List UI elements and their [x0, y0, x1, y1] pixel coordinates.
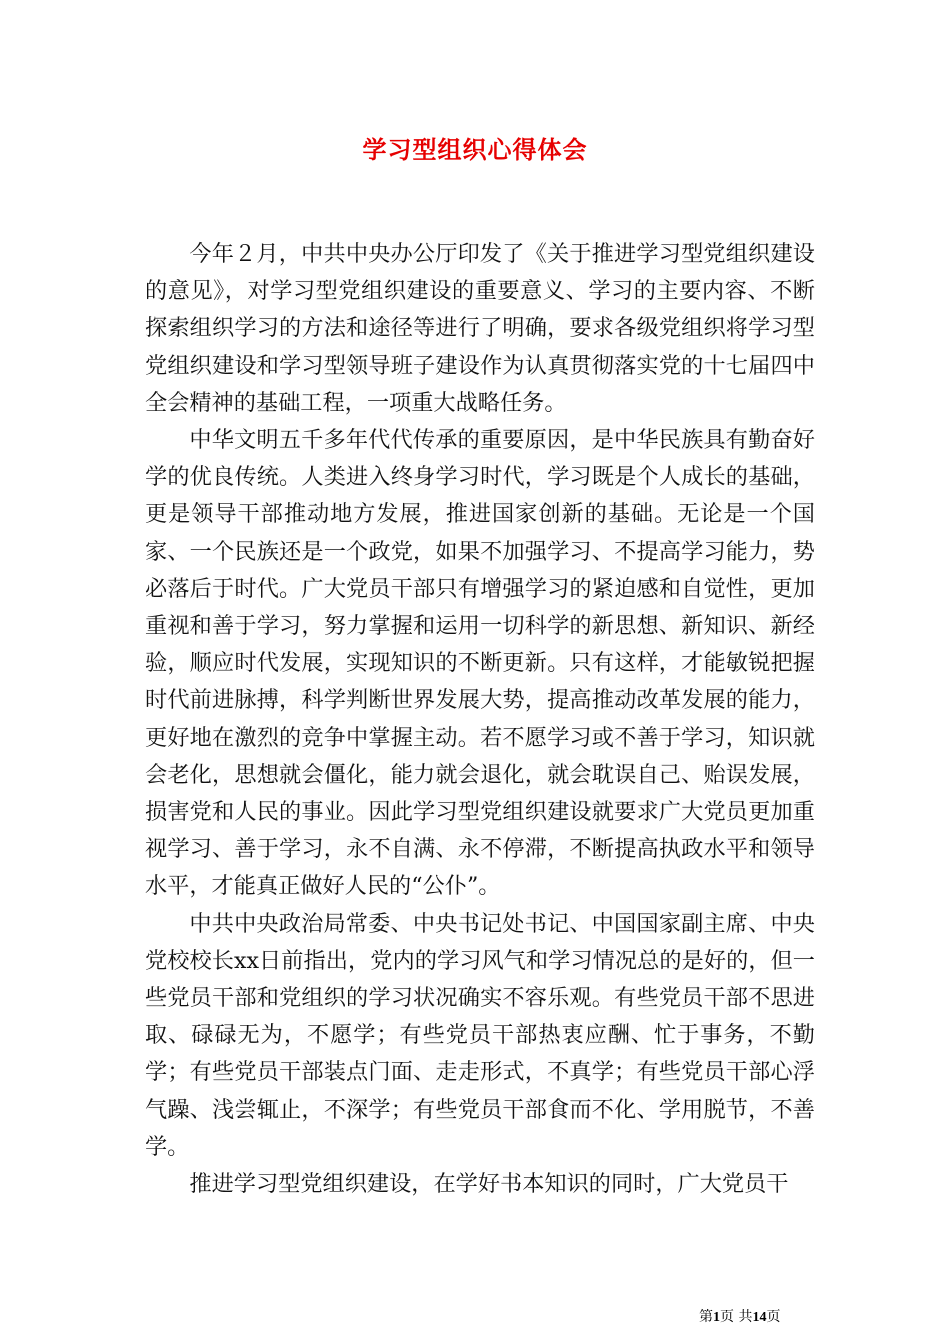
total-page-count: 14	[752, 1310, 767, 1325]
footer-middle: 页 共	[720, 1309, 753, 1325]
document-title: 学习型组织心得体会	[362, 135, 588, 164]
document-body	[145, 236, 815, 1203]
footer-prefix: 第	[699, 1309, 713, 1325]
paragraph-3: 中共中央政治局常委、中央书记处书记、中国国家副主席、中央党校校长xx日前指出，党内的学习风气和学习情况总的是好的，但一些党员干部和党组织的学习状况确实不容乐观。有些党员干部不思进取、碌碌无为，不愿学；有些党员干部热衷应酬、忙于事务，不勤学；有些党员干部装点门面、走走形式，不真学；有些党员干部心浮气躁、浅尝辄止，不深学；有些党员干部食而不化、学用脱节，不善学。	[145, 910, 815, 1160]
paragraph-2: 中华文明五千多年代代传承的重要原因，是中华民族具有勤奋好学的优良传统。人类进入终身学习时代，学习既是个人成长的基础，更是领导干部推动地方发展，推进国家创新的基础。无论是一个国家、一个民族还是一个政党，如果不加强学习、不提高学习能力，势必落后于时代。广大党员干部只有增强学习的紧迫感和自觉性，更加重视和善于学习，努力掌握和运用一切科学的新思想、新知识、新经验，顺应时代发展，实现知识的不断更新。只有这样，才能敏锐把握时代前进脉搏，科学判断世界发展大势，提高推动改革发展的能力，更好地在激烈的竞争中掌握主动。若不愿学习或不善于学习，知识就会老化，思想就会僵化，能力就会退化，就会耽误自己、贻误发展，损害党和人民的事业。因此学习型党组织建设就要求广大党员更加重视学习、善于学习，永不自满、永不停滞，不断提高执政水平和领导水平，才能真正做好人民的“公仆”。	[145, 427, 815, 900]
paragraph-1: 今年２月，中共中央办公厅印发了《关于推进学习型党组织建设的意见》，对学习型党组织建设的重要意义、学习的主要内容、不断探索组织学习的方法和途径等进行了明确，要求各级党组织将学习型党组织建设和学习型领导班子建设作为认真贯彻落实党的十七届四中全会精神的基础工程，一项重大战略任务。	[145, 241, 815, 416]
page-number-footer	[699, 1306, 780, 1326]
paragraph-4: 推进学习型党组织建设，在学好书本知识的同时，广大党员干	[189, 1171, 789, 1198]
footer-suffix: 页	[766, 1309, 781, 1325]
current-page-number: 1	[713, 1310, 720, 1325]
